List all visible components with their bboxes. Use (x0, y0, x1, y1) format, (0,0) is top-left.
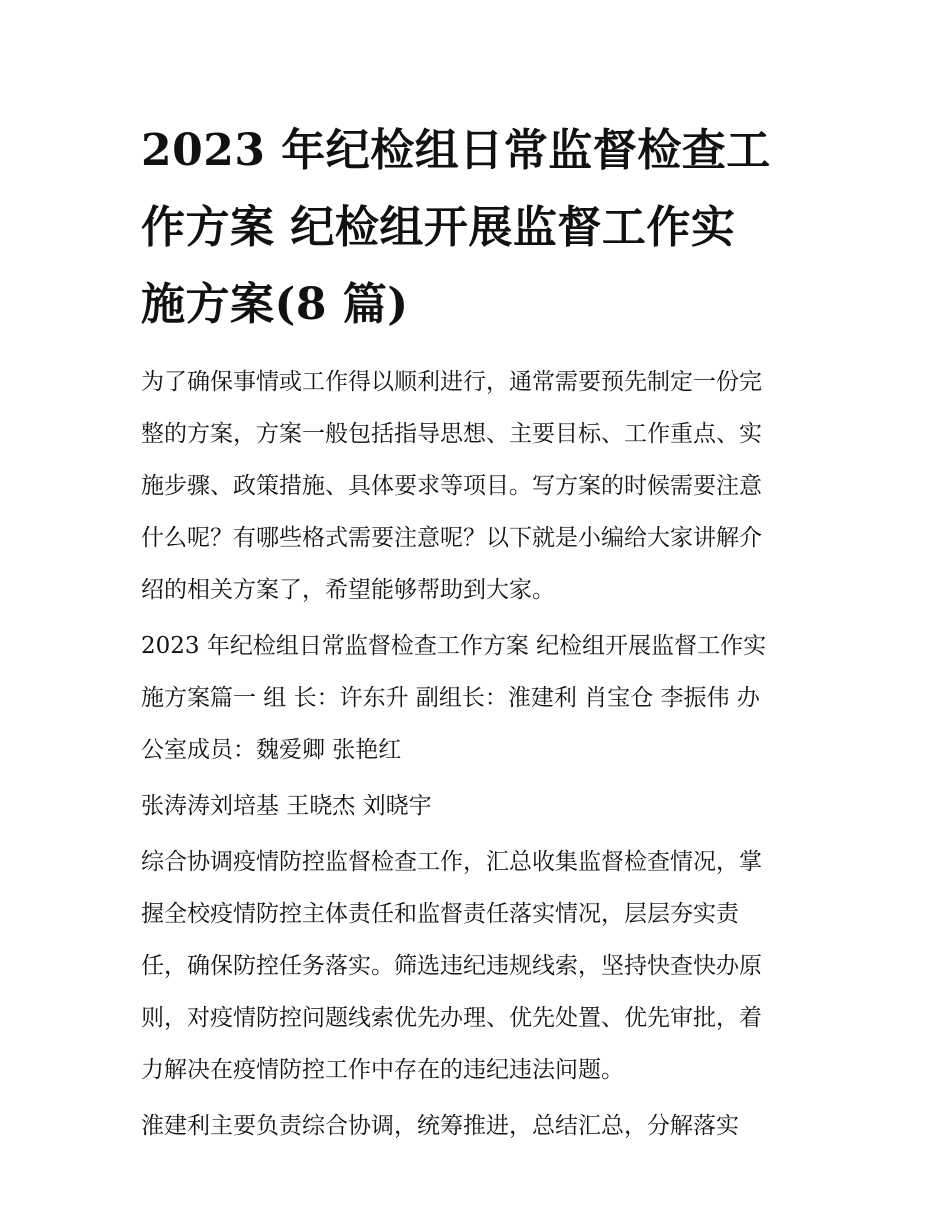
text-line: 淮建利主要负责综合协调，统筹推进，总结汇总，分解落实 (141, 1113, 739, 1139)
title-line: 施方案(8 篇) (141, 279, 409, 330)
duties-paragraph (141, 836, 813, 1096)
document-body (141, 112, 813, 1156)
text-line: 绍的相关方案了，希望能够帮助到大家。 (141, 577, 555, 603)
text-line: 握全校疫情防控主体责任和监督责任落实情况，层层夯实责 (141, 901, 739, 927)
section-heading-paragraph (141, 620, 813, 776)
title-line: 2023 年纪检组日常监督检查工 (141, 125, 771, 176)
text-line: 任，确保防控任务落实。筛选违纪违规线索，坚持快查快办原 (141, 953, 762, 979)
text-line: 力解决在疫情防控工作中存在的违纪违法问题。 (141, 1057, 624, 1083)
text-line: 施方案篇一 组 长：许东升 副组长：淮建利 肖宝仓 李振伟 办 (141, 685, 760, 711)
text-line: 整的方案，方案一般包括指导思想、主要目标、工作重点、实 (141, 421, 762, 447)
text-line: 公室成员：魏爱卿 张艳红 (141, 737, 402, 763)
document-title (141, 112, 813, 343)
intro-paragraph (141, 356, 813, 616)
text-line: 什么呢？有哪些格式需要注意呢？以下就是小编给大家讲解介 (141, 525, 762, 551)
text-line: 张涛涛刘培基 王晓杰 刘晓宇 (141, 793, 432, 819)
members-paragraph (141, 780, 813, 832)
text-line: 则，对疫情防控问题线索优先办理、优先处置、优先审批，着 (141, 1005, 762, 1031)
text-line: 施步骤、政策措施、具体要求等项目。写方案的时候需要注意 (141, 473, 762, 499)
title-line: 作方案 纪检组开展监督工作实 (141, 202, 736, 253)
responsibility-paragraph (141, 1100, 813, 1152)
text-line: 为了确保事情或工作得以顺利进行，通常需要预先制定一份完 (141, 369, 762, 395)
text-line: 综合协调疫情防控监督检查工作，汇总收集监督检查情况，掌 (141, 849, 762, 875)
text-line: 2023 年纪检组日常监督检查工作方案 纪检组开展监督工作实 (141, 633, 767, 659)
